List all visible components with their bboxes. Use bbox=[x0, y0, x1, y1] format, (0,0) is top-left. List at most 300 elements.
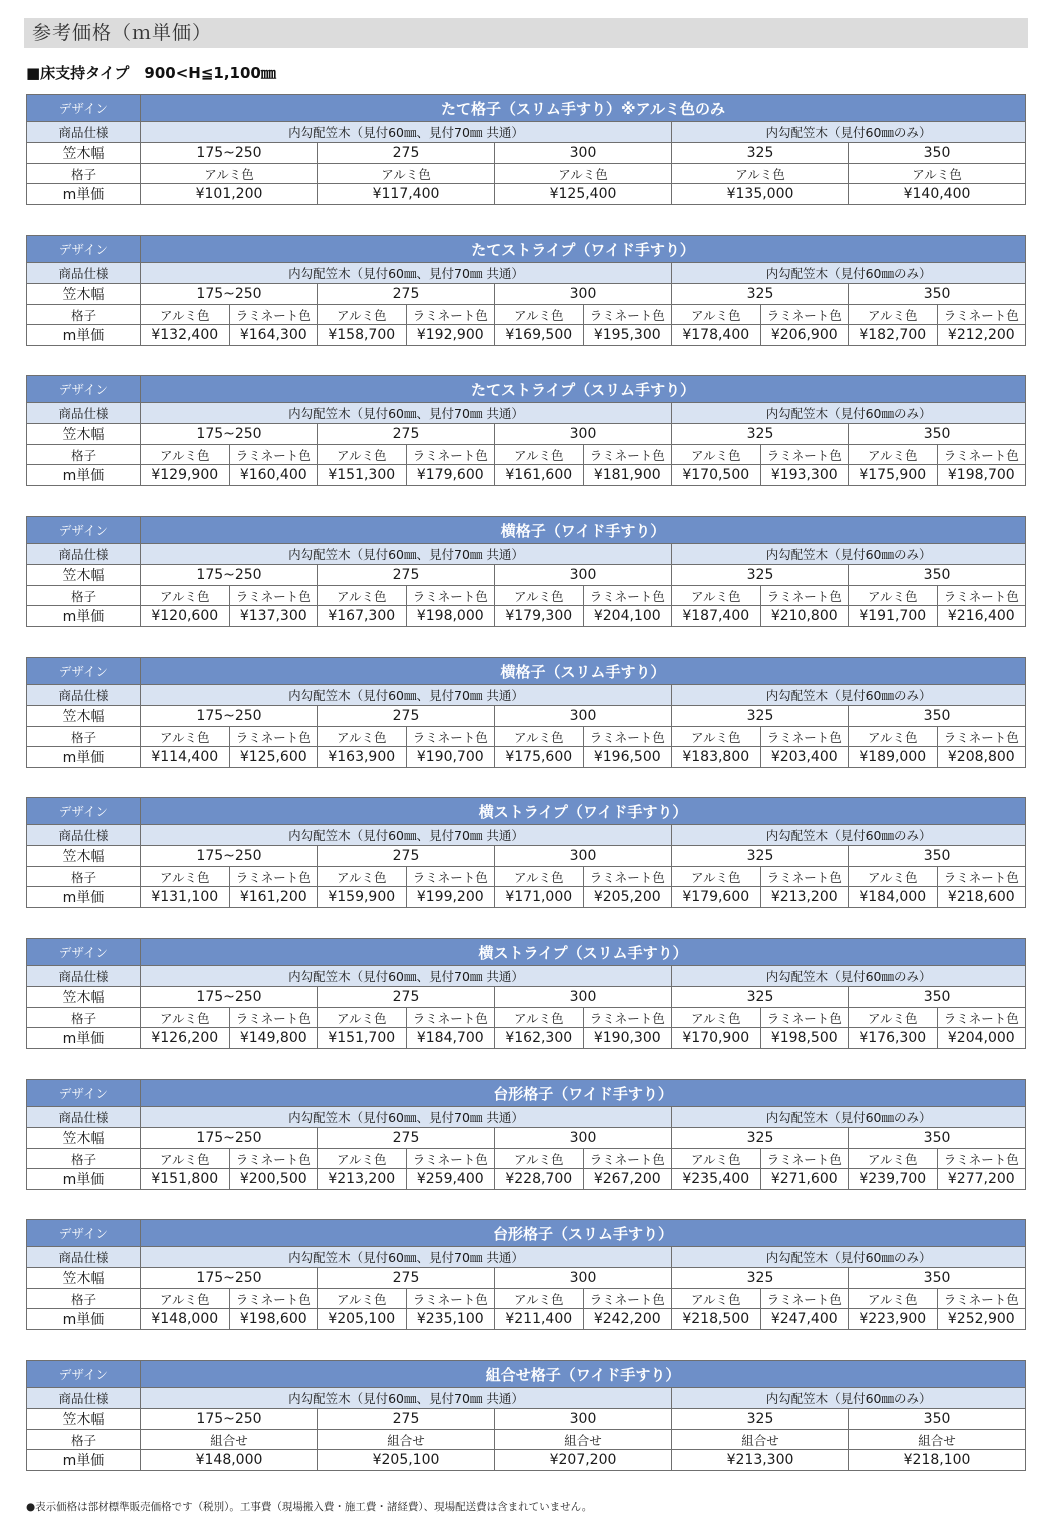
width-cell: 300 bbox=[495, 987, 672, 1008]
price-cell: ¥159,900 bbox=[318, 887, 407, 908]
lattice-cell: ラミネート色 bbox=[937, 1149, 1026, 1169]
price-table bbox=[26, 938, 1026, 1049]
price-cell: ¥125,600 bbox=[229, 747, 318, 768]
price-cell: ¥267,200 bbox=[583, 1169, 672, 1190]
lattice-cell: ラミネート色 bbox=[406, 1008, 495, 1028]
design-label: デザイン bbox=[27, 236, 141, 263]
width-cell: 275 bbox=[318, 424, 495, 445]
lattice-cell: ラミネート色 bbox=[406, 867, 495, 887]
lattice-cell: ラミネート色 bbox=[406, 305, 495, 325]
price-cell: ¥204,100 bbox=[583, 606, 672, 627]
lattice-cell: ラミネート色 bbox=[583, 867, 672, 887]
lattice-cell: ラミネート色 bbox=[229, 867, 318, 887]
spec-label: 商品仕様 bbox=[27, 966, 141, 987]
design-name: たてストライプ（スリム手すり） bbox=[141, 376, 1026, 403]
width-cell: 175~250 bbox=[141, 706, 318, 727]
lattice-cell: アルミ色 bbox=[495, 1289, 584, 1309]
lattice-cell: アルミ色 bbox=[849, 727, 938, 747]
lattice-cell: アルミ色 bbox=[495, 1149, 584, 1169]
price-cell: ¥218,600 bbox=[937, 887, 1026, 908]
lattice-cell: 組合せ bbox=[672, 1430, 849, 1450]
lattice-cell: アルミ色 bbox=[672, 445, 761, 465]
price-cell: ¥161,200 bbox=[229, 887, 318, 908]
price-table bbox=[26, 1079, 1026, 1190]
spec-cell: 内勾配笠木（見付60㎜、見付70㎜ 共通） bbox=[141, 825, 672, 846]
lattice-cell: ラミネート色 bbox=[760, 586, 849, 606]
lattice-cell: アルミ色 bbox=[495, 867, 584, 887]
spec-cell: 内勾配笠木（見付60㎜、見付70㎜ 共通） bbox=[141, 122, 672, 143]
price-cell: ¥179,600 bbox=[672, 887, 761, 908]
price-cell: ¥135,000 bbox=[672, 184, 849, 205]
price-cell: ¥196,500 bbox=[583, 747, 672, 768]
lattice-cell: ラミネート色 bbox=[229, 1008, 318, 1028]
width-cell: 275 bbox=[318, 1409, 495, 1430]
price-cell: ¥242,200 bbox=[583, 1309, 672, 1330]
price-table bbox=[26, 375, 1026, 486]
lattice-cell: アルミ色 bbox=[849, 1008, 938, 1028]
price-cell: ¥137,300 bbox=[229, 606, 318, 627]
price-cell: ¥149,800 bbox=[229, 1028, 318, 1049]
spec-cell: 内勾配笠木（見付60㎜、見付70㎜ 共通） bbox=[141, 1388, 672, 1409]
width-cell: 325 bbox=[672, 987, 849, 1008]
price-cell: ¥211,400 bbox=[495, 1309, 584, 1330]
width-cell: 300 bbox=[495, 1128, 672, 1149]
price-cell: ¥259,400 bbox=[406, 1169, 495, 1190]
lattice-cell: アルミ色 bbox=[672, 164, 849, 184]
lattice-label: 格子 bbox=[27, 164, 141, 184]
lattice-cell: アルミ色 bbox=[141, 445, 230, 465]
price-label: m単価 bbox=[27, 887, 141, 908]
lattice-cell: アルミ色 bbox=[141, 867, 230, 887]
lattice-cell: アルミ色 bbox=[849, 1149, 938, 1169]
price-table-block bbox=[26, 797, 1025, 908]
lattice-cell: ラミネート色 bbox=[760, 305, 849, 325]
design-label: デザイン bbox=[27, 1220, 141, 1247]
lattice-cell: ラミネート色 bbox=[229, 1289, 318, 1309]
price-label: m単価 bbox=[27, 606, 141, 627]
lattice-cell: ラミネート色 bbox=[583, 445, 672, 465]
spec-label: 商品仕様 bbox=[27, 122, 141, 143]
price-cell: ¥191,700 bbox=[849, 606, 938, 627]
lattice-label: 格子 bbox=[27, 1149, 141, 1169]
design-label: デザイン bbox=[27, 376, 141, 403]
lattice-cell: ラミネート色 bbox=[583, 727, 672, 747]
lattice-cell: アルミ色 bbox=[672, 1149, 761, 1169]
width-cell: 300 bbox=[495, 1409, 672, 1430]
design-label: デザイン bbox=[27, 1080, 141, 1107]
spec-cell: 内勾配笠木（見付60㎜のみ） bbox=[672, 403, 1026, 424]
price-table-block bbox=[26, 938, 1025, 1049]
lattice-label: 格子 bbox=[27, 867, 141, 887]
width-cell: 325 bbox=[672, 706, 849, 727]
price-label: m単価 bbox=[27, 184, 141, 205]
width-cell: 300 bbox=[495, 565, 672, 586]
spec-cell: 内勾配笠木（見付60㎜のみ） bbox=[672, 122, 1026, 143]
lattice-cell: アルミ色 bbox=[318, 445, 407, 465]
lattice-cell: アルミ色 bbox=[318, 1149, 407, 1169]
lattice-cell: アルミ色 bbox=[849, 164, 1026, 184]
width-cell: 350 bbox=[849, 987, 1026, 1008]
price-cell: ¥182,700 bbox=[849, 325, 938, 346]
lattice-label: 格子 bbox=[27, 1289, 141, 1309]
width-cell: 275 bbox=[318, 143, 495, 164]
price-table bbox=[26, 94, 1026, 205]
price-cell: ¥271,600 bbox=[760, 1169, 849, 1190]
width-cell: 275 bbox=[318, 284, 495, 305]
price-cell: ¥203,400 bbox=[760, 747, 849, 768]
price-cell: ¥162,300 bbox=[495, 1028, 584, 1049]
spec-label: 商品仕様 bbox=[27, 825, 141, 846]
price-label: m単価 bbox=[27, 1450, 141, 1471]
lattice-cell: アルミ色 bbox=[141, 305, 230, 325]
spec-cell: 内勾配笠木（見付60㎜のみ） bbox=[672, 685, 1026, 706]
design-label: デザイン bbox=[27, 517, 141, 544]
lattice-cell: アルミ色 bbox=[141, 586, 230, 606]
lattice-cell: アルミ色 bbox=[672, 1289, 761, 1309]
price-table-block bbox=[26, 94, 1025, 205]
spec-cell: 内勾配笠木（見付60㎜、見付70㎜ 共通） bbox=[141, 544, 672, 565]
price-cell: ¥131,100 bbox=[141, 887, 230, 908]
price-label: m単価 bbox=[27, 465, 141, 486]
price-cell: ¥213,200 bbox=[760, 887, 849, 908]
lattice-cell: ラミネート色 bbox=[406, 727, 495, 747]
price-cell: ¥193,300 bbox=[760, 465, 849, 486]
section-subtitle: ■床支持タイプ 900<H≦1,100㎜ bbox=[26, 64, 276, 82]
lattice-cell: アルミ色 bbox=[672, 586, 761, 606]
price-cell: ¥126,200 bbox=[141, 1028, 230, 1049]
price-cell: ¥101,200 bbox=[141, 184, 318, 205]
spec-label: 商品仕様 bbox=[27, 1107, 141, 1128]
price-cell: ¥170,500 bbox=[672, 465, 761, 486]
width-cell: 325 bbox=[672, 1128, 849, 1149]
lattice-cell: ラミネート色 bbox=[583, 305, 672, 325]
width-cell: 300 bbox=[495, 706, 672, 727]
spec-cell: 内勾配笠木（見付60㎜のみ） bbox=[672, 966, 1026, 987]
width-label: 笠木幅 bbox=[27, 143, 141, 164]
price-cell: ¥205,200 bbox=[583, 887, 672, 908]
width-cell: 175~250 bbox=[141, 846, 318, 867]
spec-label: 商品仕様 bbox=[27, 1388, 141, 1409]
price-cell: ¥235,100 bbox=[406, 1309, 495, 1330]
price-cell: ¥204,000 bbox=[937, 1028, 1026, 1049]
lattice-cell: ラミネート色 bbox=[229, 445, 318, 465]
width-cell: 175~250 bbox=[141, 565, 318, 586]
width-cell: 350 bbox=[849, 143, 1026, 164]
design-label: デザイン bbox=[27, 95, 141, 122]
lattice-cell: アルミ色 bbox=[672, 867, 761, 887]
lattice-cell: 組合せ bbox=[495, 1430, 672, 1450]
lattice-cell: ラミネート色 bbox=[583, 1149, 672, 1169]
spec-cell: 内勾配笠木（見付60㎜、見付70㎜ 共通） bbox=[141, 263, 672, 284]
price-label: m単価 bbox=[27, 1309, 141, 1330]
spec-cell: 内勾配笠木（見付60㎜、見付70㎜ 共通） bbox=[141, 403, 672, 424]
lattice-label: 格子 bbox=[27, 586, 141, 606]
lattice-cell: アルミ色 bbox=[849, 445, 938, 465]
spec-cell: 内勾配笠木（見付60㎜、見付70㎜ 共通） bbox=[141, 685, 672, 706]
price-cell: ¥148,000 bbox=[141, 1309, 230, 1330]
lattice-cell: 組合せ bbox=[141, 1430, 318, 1450]
lattice-cell: ラミネート色 bbox=[937, 586, 1026, 606]
lattice-label: 格子 bbox=[27, 1008, 141, 1028]
spec-label: 商品仕様 bbox=[27, 544, 141, 565]
width-cell: 350 bbox=[849, 1409, 1026, 1430]
price-label: m単価 bbox=[27, 1028, 141, 1049]
price-cell: ¥183,800 bbox=[672, 747, 761, 768]
lattice-cell: ラミネート色 bbox=[760, 727, 849, 747]
price-label: m単価 bbox=[27, 1169, 141, 1190]
price-cell: ¥216,400 bbox=[937, 606, 1026, 627]
lattice-cell: アルミ色 bbox=[849, 867, 938, 887]
price-cell: ¥192,900 bbox=[406, 325, 495, 346]
lattice-cell: ラミネート色 bbox=[937, 1008, 1026, 1028]
spec-cell: 内勾配笠木（見付60㎜のみ） bbox=[672, 1388, 1026, 1409]
price-cell: ¥190,300 bbox=[583, 1028, 672, 1049]
lattice-cell: 組合せ bbox=[849, 1430, 1026, 1450]
lattice-cell: ラミネート色 bbox=[406, 1289, 495, 1309]
price-cell: ¥120,600 bbox=[141, 606, 230, 627]
lattice-cell: ラミネート色 bbox=[229, 586, 318, 606]
lattice-label: 格子 bbox=[27, 305, 141, 325]
price-cell: ¥170,900 bbox=[672, 1028, 761, 1049]
lattice-cell: ラミネート色 bbox=[229, 305, 318, 325]
price-cell: ¥129,900 bbox=[141, 465, 230, 486]
width-label: 笠木幅 bbox=[27, 1128, 141, 1149]
price-label: m単価 bbox=[27, 747, 141, 768]
lattice-cell: アルミ色 bbox=[672, 727, 761, 747]
lattice-cell: 組合せ bbox=[318, 1430, 495, 1450]
price-label: m単価 bbox=[27, 325, 141, 346]
design-label: デザイン bbox=[27, 939, 141, 966]
width-cell: 350 bbox=[849, 1268, 1026, 1289]
width-cell: 175~250 bbox=[141, 1268, 318, 1289]
lattice-cell: ラミネート色 bbox=[937, 445, 1026, 465]
width-label: 笠木幅 bbox=[27, 846, 141, 867]
width-label: 笠木幅 bbox=[27, 987, 141, 1008]
lattice-label: 格子 bbox=[27, 727, 141, 747]
design-name: 組合せ格子（ワイド手すり） bbox=[141, 1361, 1026, 1388]
design-name: 台形格子（ワイド手すり） bbox=[141, 1080, 1026, 1107]
lattice-cell: ラミネート色 bbox=[760, 445, 849, 465]
lattice-cell: ラミネート色 bbox=[760, 867, 849, 887]
price-table-block bbox=[26, 375, 1025, 486]
price-table-block bbox=[26, 1219, 1025, 1330]
price-cell: ¥212,200 bbox=[937, 325, 1026, 346]
width-cell: 300 bbox=[495, 1268, 672, 1289]
price-cell: ¥175,900 bbox=[849, 465, 938, 486]
price-cell: ¥151,700 bbox=[318, 1028, 407, 1049]
width-cell: 300 bbox=[495, 143, 672, 164]
lattice-cell: アルミ色 bbox=[495, 727, 584, 747]
price-table bbox=[26, 235, 1026, 346]
lattice-cell: ラミネート色 bbox=[229, 727, 318, 747]
price-cell: ¥200,500 bbox=[229, 1169, 318, 1190]
width-cell: 275 bbox=[318, 1268, 495, 1289]
lattice-cell: アルミ色 bbox=[495, 164, 672, 184]
price-cell: ¥148,000 bbox=[141, 1450, 318, 1471]
lattice-cell: ラミネート色 bbox=[583, 1008, 672, 1028]
width-cell: 350 bbox=[849, 424, 1026, 445]
price-cell: ¥132,400 bbox=[141, 325, 230, 346]
width-label: 笠木幅 bbox=[27, 284, 141, 305]
width-cell: 275 bbox=[318, 706, 495, 727]
lattice-cell: アルミ色 bbox=[495, 305, 584, 325]
lattice-cell: ラミネート色 bbox=[583, 1289, 672, 1309]
spec-label: 商品仕様 bbox=[27, 403, 141, 424]
width-cell: 275 bbox=[318, 565, 495, 586]
price-table-block bbox=[26, 1360, 1025, 1471]
width-cell: 275 bbox=[318, 1128, 495, 1149]
lattice-cell: アルミ色 bbox=[849, 1289, 938, 1309]
price-cell: ¥223,900 bbox=[849, 1309, 938, 1330]
lattice-cell: アルミ色 bbox=[141, 1289, 230, 1309]
width-cell: 350 bbox=[849, 284, 1026, 305]
spec-label: 商品仕様 bbox=[27, 685, 141, 706]
price-cell: ¥210,800 bbox=[760, 606, 849, 627]
price-cell: ¥178,400 bbox=[672, 325, 761, 346]
price-cell: ¥169,500 bbox=[495, 325, 584, 346]
lattice-cell: アルミ色 bbox=[318, 1008, 407, 1028]
price-cell: ¥187,400 bbox=[672, 606, 761, 627]
price-cell: ¥213,200 bbox=[318, 1169, 407, 1190]
width-cell: 175~250 bbox=[141, 1409, 318, 1430]
lattice-label: 格子 bbox=[27, 445, 141, 465]
spec-label: 商品仕様 bbox=[27, 263, 141, 284]
price-cell: ¥151,300 bbox=[318, 465, 407, 486]
width-cell: 350 bbox=[849, 1128, 1026, 1149]
width-cell: 300 bbox=[495, 284, 672, 305]
design-name: たてストライプ（ワイド手すり） bbox=[141, 236, 1026, 263]
lattice-cell: アルミ色 bbox=[318, 727, 407, 747]
lattice-cell: ラミネート色 bbox=[937, 867, 1026, 887]
lattice-cell: アルミ色 bbox=[318, 867, 407, 887]
spec-cell: 内勾配笠木（見付60㎜のみ） bbox=[672, 1247, 1026, 1268]
width-cell: 325 bbox=[672, 284, 849, 305]
lattice-cell: ラミネート色 bbox=[760, 1149, 849, 1169]
price-table-block bbox=[26, 1079, 1025, 1190]
price-table-block bbox=[26, 235, 1025, 346]
price-cell: ¥206,900 bbox=[760, 325, 849, 346]
price-cell: ¥184,000 bbox=[849, 887, 938, 908]
price-cell: ¥218,500 bbox=[672, 1309, 761, 1330]
lattice-cell: ラミネート色 bbox=[406, 445, 495, 465]
lattice-cell: ラミネート色 bbox=[406, 1149, 495, 1169]
width-label: 笠木幅 bbox=[27, 1409, 141, 1430]
spec-cell: 内勾配笠木（見付60㎜、見付70㎜ 共通） bbox=[141, 1247, 672, 1268]
spec-cell: 内勾配笠木（見付60㎜のみ） bbox=[672, 825, 1026, 846]
width-cell: 175~250 bbox=[141, 143, 318, 164]
price-cell: ¥160,400 bbox=[229, 465, 318, 486]
price-cell: ¥125,400 bbox=[495, 184, 672, 205]
price-cell: ¥277,200 bbox=[937, 1169, 1026, 1190]
lattice-cell: アルミ色 bbox=[495, 445, 584, 465]
design-name: 横格子（ワイド手すり） bbox=[141, 517, 1026, 544]
width-cell: 175~250 bbox=[141, 987, 318, 1008]
width-cell: 175~250 bbox=[141, 1128, 318, 1149]
lattice-cell: アルミ色 bbox=[141, 1149, 230, 1169]
lattice-cell: アルミ色 bbox=[495, 586, 584, 606]
lattice-cell: ラミネート色 bbox=[229, 1149, 318, 1169]
design-label: デザイン bbox=[27, 1361, 141, 1388]
price-cell: ¥184,700 bbox=[406, 1028, 495, 1049]
price-cell: ¥189,000 bbox=[849, 747, 938, 768]
lattice-cell: アルミ色 bbox=[318, 586, 407, 606]
price-cell: ¥228,700 bbox=[495, 1169, 584, 1190]
width-cell: 325 bbox=[672, 1409, 849, 1430]
width-label: 笠木幅 bbox=[27, 706, 141, 727]
lattice-label: 格子 bbox=[27, 1430, 141, 1450]
price-cell: ¥208,800 bbox=[937, 747, 1026, 768]
price-cell: ¥213,300 bbox=[672, 1450, 849, 1471]
price-cell: ¥198,500 bbox=[760, 1028, 849, 1049]
footnote: ●表示価格は部材標準販売価格です（税別）。工事費（現場搬入費・施工費・諸経費）、現場配送費は含まれていません。 bbox=[26, 1501, 593, 1513]
price-cell: ¥199,200 bbox=[406, 887, 495, 908]
spec-cell: 内勾配笠木（見付60㎜のみ） bbox=[672, 544, 1026, 565]
price-table bbox=[26, 797, 1026, 908]
width-cell: 300 bbox=[495, 424, 672, 445]
price-cell: ¥198,600 bbox=[229, 1309, 318, 1330]
design-name: たて格子（スリム手すり）※アルミ色のみ bbox=[141, 95, 1026, 122]
price-cell: ¥167,300 bbox=[318, 606, 407, 627]
lattice-cell: ラミネート色 bbox=[937, 305, 1026, 325]
lattice-cell: アルミ色 bbox=[318, 305, 407, 325]
price-cell: ¥205,100 bbox=[318, 1450, 495, 1471]
width-cell: 325 bbox=[672, 424, 849, 445]
price-cell: ¥195,300 bbox=[583, 325, 672, 346]
lattice-cell: アルミ色 bbox=[672, 1008, 761, 1028]
width-cell: 325 bbox=[672, 846, 849, 867]
lattice-cell: アルミ色 bbox=[318, 164, 495, 184]
width-cell: 300 bbox=[495, 846, 672, 867]
price-cell: ¥207,200 bbox=[495, 1450, 672, 1471]
price-cell: ¥181,900 bbox=[583, 465, 672, 486]
lattice-cell: アルミ色 bbox=[141, 164, 318, 184]
lattice-cell: アルミ色 bbox=[141, 1008, 230, 1028]
width-cell: 175~250 bbox=[141, 424, 318, 445]
lattice-cell: ラミネート色 bbox=[937, 1289, 1026, 1309]
width-cell: 350 bbox=[849, 706, 1026, 727]
lattice-cell: アルミ色 bbox=[141, 727, 230, 747]
price-cell: ¥252,900 bbox=[937, 1309, 1026, 1330]
width-cell: 275 bbox=[318, 846, 495, 867]
width-cell: 350 bbox=[849, 565, 1026, 586]
lattice-cell: ラミネート色 bbox=[406, 586, 495, 606]
spec-cell: 内勾配笠木（見付60㎜、見付70㎜ 共通） bbox=[141, 966, 672, 987]
lattice-cell: ラミネート色 bbox=[937, 727, 1026, 747]
page-title: 参考価格（ｍ単価） bbox=[24, 18, 1028, 48]
lattice-cell: アルミ色 bbox=[849, 586, 938, 606]
price-cell: ¥151,800 bbox=[141, 1169, 230, 1190]
spec-cell: 内勾配笠木（見付60㎜のみ） bbox=[672, 1107, 1026, 1128]
design-label: デザイン bbox=[27, 658, 141, 685]
price-table bbox=[26, 516, 1026, 627]
width-cell: 275 bbox=[318, 987, 495, 1008]
spec-cell: 内勾配笠木（見付60㎜、見付70㎜ 共通） bbox=[141, 1107, 672, 1128]
price-table-block bbox=[26, 516, 1025, 627]
price-cell: ¥247,400 bbox=[760, 1309, 849, 1330]
price-cell: ¥164,300 bbox=[229, 325, 318, 346]
price-cell: ¥205,100 bbox=[318, 1309, 407, 1330]
width-cell: 175~250 bbox=[141, 284, 318, 305]
spec-label: 商品仕様 bbox=[27, 1247, 141, 1268]
price-cell: ¥161,600 bbox=[495, 465, 584, 486]
lattice-cell: ラミネート色 bbox=[583, 586, 672, 606]
price-cell: ¥163,900 bbox=[318, 747, 407, 768]
design-name: 台形格子（スリム手すり） bbox=[141, 1220, 1026, 1247]
price-cell: ¥171,000 bbox=[495, 887, 584, 908]
design-name: 横ストライプ（スリム手すり） bbox=[141, 939, 1026, 966]
price-cell: ¥175,600 bbox=[495, 747, 584, 768]
lattice-cell: ラミネート色 bbox=[760, 1008, 849, 1028]
